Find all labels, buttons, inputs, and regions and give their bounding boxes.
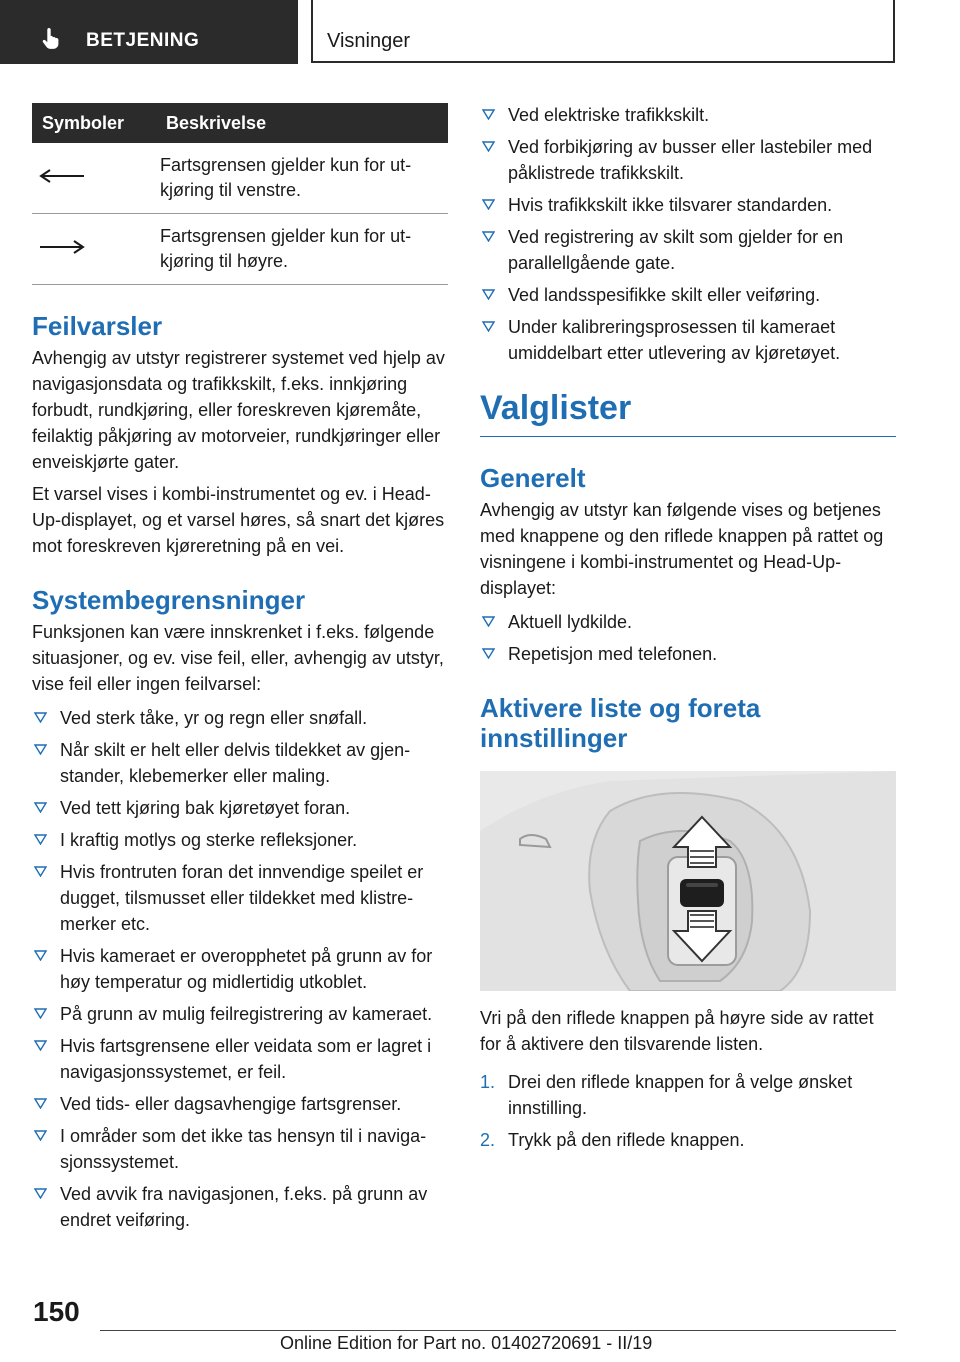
triangle-bullet-icon [34,1188,47,1199]
steering-wheel-knurled-button-image [480,771,896,991]
table-row [32,143,448,214]
list-item: Ved registrering av skilt som gjelder for en parallellgående gate. [480,224,896,276]
list-item: Ved tett kjøring bak kjøretøyet foran. [32,795,448,821]
list-item: Repetisjon med telefonen. [480,641,896,667]
generelt-list [480,609,896,667]
list-item: Ved tids- eller dagsavhengige fartsgrenser. [32,1091,448,1117]
footer-edition: Online Edition for Part no. 01402720691 - II/19 [280,1333,653,1353]
footer-divider [100,1330,896,1331]
symbols-table [32,103,448,285]
list-item: Ved forbikjøring av busser eller lastebiler med påklistrede trafikkskilt. [480,134,896,186]
heading-generelt: Generelt [480,463,586,493]
list-item: I kraftig motlys og sterke refleksjoner. [32,827,448,853]
section-label: BETJENING [86,30,200,51]
arrow-right-icon [38,239,86,255]
limitations-list-continued [480,102,896,366]
left-column [32,103,448,1239]
list-item: Ved avvik fra navigasjonen, f.eks. på grunn av endret veiføring. [32,1181,448,1233]
page-tab [311,0,895,63]
paragraph: Funksjonen kan være innskrenket i f.eks. følgende situasjoner, og ev. vise feil, eller, avhengig av utstyr, vise feil eller ingen feilvarsel: [32,622,444,694]
page-number: 150 [33,1296,80,1327]
list-item: Ved landsspesifikke skilt eller veiføring. [480,282,896,308]
triangle-bullet-icon [34,1098,47,1109]
triangle-bullet-icon [34,802,47,813]
triangle-bullet-icon [34,712,47,723]
list-item: I områder som det ikke tas hensyn til i navigasjonssystemet. [32,1123,448,1175]
symbol-cell [32,214,160,285]
triangle-bullet-icon [482,648,495,659]
list-item: Når skilt er helt eller delvis tildekket av gjenstander, klebemerker eller maling. [32,737,448,789]
description-cell: Fartsgrensen gjelder kun for utkjøring til høyre. [160,214,448,285]
triangle-bullet-icon [34,744,47,755]
triangle-bullet-icon [34,1130,47,1141]
list-item: Hvis frontruten foran det innvendige speilet er dugget, tilsmusset eller tildekket med klistremerker etc. [32,859,448,937]
list-item: Hvis fartsgrensene eller veidata som er lagret i navigasjonssystemet, er feil. [32,1033,448,1085]
section-tab [0,0,298,64]
arrow-left-icon [38,168,86,184]
list-item: Aktuell lydkilde. [480,609,896,635]
table-header-row [32,103,448,143]
paragraph: Et varsel vises i kombi-instrumentet og ev. i Head-Up-displayet, og et varsel høres, så snart det kjøres mot foreskreven kjøreretning på en vei. [32,484,445,556]
steps-list [480,1069,896,1153]
heading-systembegrensninger: Systembegrensninger [32,585,306,615]
triangle-bullet-icon [482,141,495,152]
limitations-list [32,705,448,1233]
triangle-bullet-icon [34,1008,47,1019]
triangle-bullet-icon [34,1040,47,1051]
triangle-bullet-icon [482,321,495,332]
triangle-bullet-icon [482,289,495,300]
image-caption: Vri på den riflede knappen på høyre side av rattet for å aktivere den tilsvarende listen. [480,1008,874,1054]
description-cell: Fartsgrensen gjelder kun for utkjøring til venstre. [160,143,448,214]
hand-pointer-icon [40,26,64,50]
triangle-bullet-icon [482,199,495,210]
triangle-bullet-icon [482,109,495,120]
list-item: Hvis kameraet er overopphetet på grunn av for høy temperatur og midlertidig utkoblet. [32,943,448,995]
triangle-bullet-icon [34,866,47,877]
table-header-symbols: Symboler [32,103,160,143]
chapter-heading-wrap [480,388,896,437]
list-item: Under kalibreringsprosessen til kameraet umiddelbart etter utlevering av kjøretøyet. [480,314,896,366]
paragraph: Avhengig av utstyr registrerer systemet ved hjelp av navigasjonsdata og trafikkskilt, f.eks. innkjøring forbudt, rundkjøring, eller foreskreven kjøremåte, feilaktig påkjøring av motorveier, rundkjøringer eller enveiskjørte gater. [32,348,445,472]
list-item: 1. Drei den riflede knappen for å velge ønsket innstilling. [480,1072,853,1118]
list-item: Ved elektriske trafikkskilt. [480,102,896,128]
triangle-bullet-icon [34,834,47,845]
table-row [32,214,448,285]
list-item: På grunn av mulig feilregistrering av kameraet. [32,1001,448,1027]
right-column [480,98,896,1159]
triangle-bullet-icon [34,950,47,961]
symbol-cell [32,143,160,214]
list-item: Ved sterk tåke, yr og regn eller snøfall. [32,705,448,731]
heading-valglister: Valglister [480,389,632,427]
triangle-bullet-icon [482,616,495,627]
page-label: Visninger [327,30,411,52]
heading-aktivere: Aktivere liste og foreta innstillinger [480,693,761,753]
list-item: 2. Trykk på den riflede knappen. [480,1130,745,1150]
list-item: Hvis trafikkskilt ikke tilsvarer standarden. [480,192,896,218]
table-header-description: Beskrivelse [160,103,448,143]
heading-feilvarsler: Feilvarsler [32,311,163,341]
triangle-bullet-icon [482,231,495,242]
paragraph: Avhengig av utstyr kan følgende vises og betjenes med knappene og den riflede knappen på rattet og visningene i kombi-instrumentet og Head-Up-displayet: [480,500,884,598]
